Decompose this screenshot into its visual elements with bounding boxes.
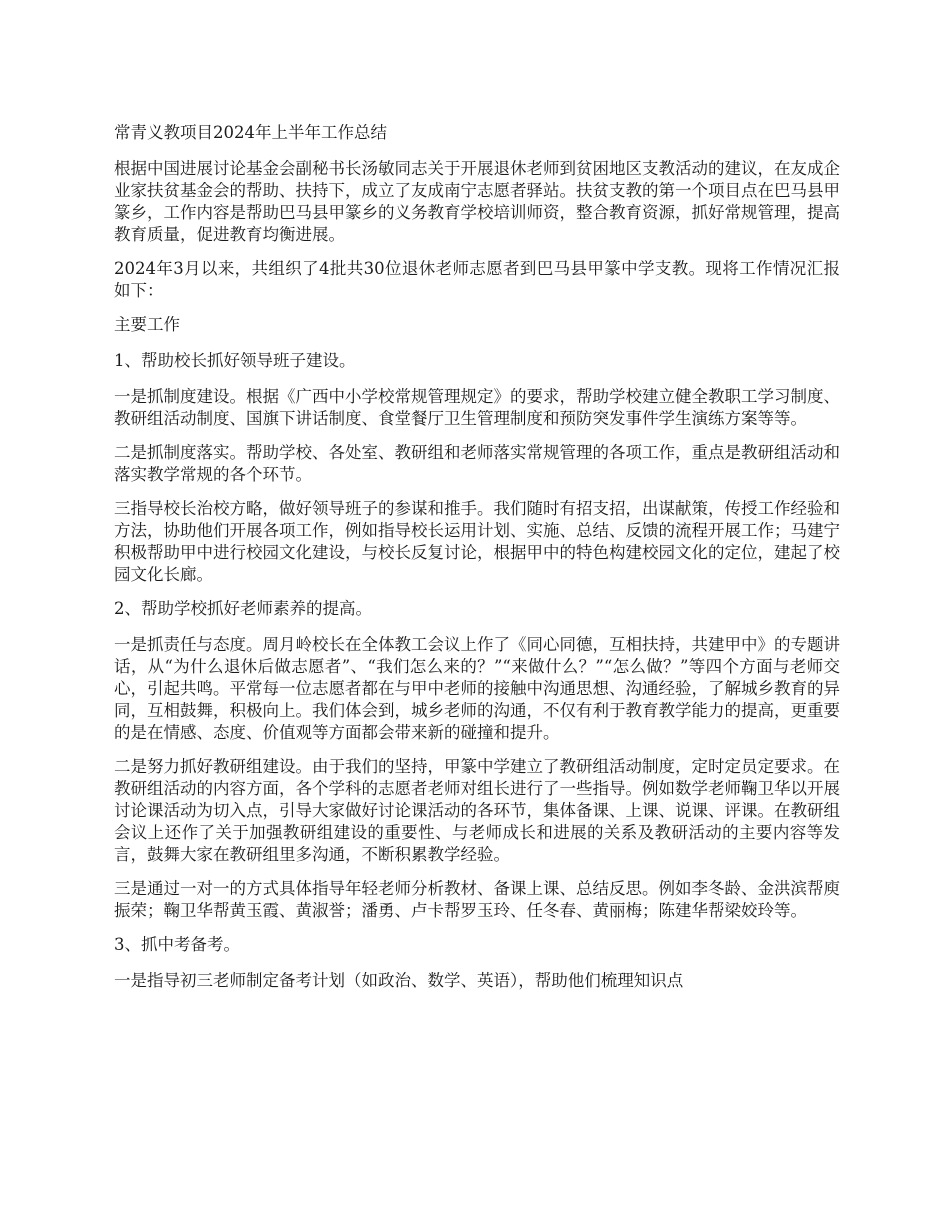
section-heading-2: 2、帮助学校抓好老师素养的提高。 (114, 599, 372, 618)
paragraph-3-1: 一是指导初三老师制定备考计划（如政治、数学、英语），帮助他们梳理知识点 (114, 971, 684, 990)
section-heading-main-work: 主要工作 (114, 315, 180, 334)
document-title: 常青义教项目2024年上半年工作总结 (114, 123, 387, 142)
paragraph-2-3: 三是通过一对一的方式具体指导年轻老师分析教材、备课上课、总结反思。例如李冬龄、金洪滨帮庾振荣；鞠卫华帮黄玉霞、黄淑誉；潘勇、卢卡帮罗玉玲、任冬春、黄丽梅；陈建华帮梁姣玲等。 (114, 879, 840, 920)
document-page (114, 122, 840, 1004)
paragraph-1-1: 一是抓制度建设。根据《广西中小学校常规管理规定》的要求，帮助学校建立健全教职工学习制度、教研组活动制度、国旗下讲话制度、食堂餐厅卫生管理制度和预防突发事件学生演练方案等等。 (114, 387, 840, 428)
paragraph-intro: 根据中国进展讨论基金会副秘书长汤敏同志关于开展退休老师到贫困地区支教活动的建议，在友成企业家扶贫基金会的帮助、扶持下，成立了友成南宁志愿者驿站。扶贫支教的第一个项目点在巴马县甲篆乡，工作内容是帮助巴马县甲篆乡的义务教育学校培训师资，整合教育资源，抓好常规管理，提高教育质量，促进教育均衡进展。 (114, 159, 840, 244)
paragraph-overview: 2024年3月以来，共组织了4批共30位退休老师志愿者到巴马县甲篆中学支教。现将工作情况汇报如下： (114, 259, 840, 300)
paragraph-1-2: 二是抓制度落实。帮助学校、各处室、教研组和老师落实常规管理的各项工作，重点是教研组活动和落实教学常规的各个环节。 (114, 443, 840, 484)
section-heading-1: 1、帮助校长抓好领导班子建设。 (114, 351, 356, 370)
section-heading-3: 3、抓中考备考。 (114, 935, 240, 954)
paragraph-2-1: 一是抓责任与态度。周月岭校长在全体教工会议上作了《同心同德，互相扶持，共建甲中》的专题讲话，从“为什么退休后做志愿者”、“我们怎么来的？”“来做什么？”“怎么做？”等四个方面与老师交心，引起共鸣。平常每一位志愿者都在与甲中老师的接触中沟通思想、沟通经验，了解城乡教育的异同，互相鼓舞，积极向上。我们体会到，城乡老师的沟通，不仅有利于教育教学能力的提高，更重要的是在情感、态度、价值观等方面都会带来新的碰撞和提升。 (114, 635, 840, 742)
paragraph-2-2: 二是努力抓好教研组建设。由于我们的坚持，甲篆中学建立了教研组活动制度，定时定员定要求。在教研组活动的内容方面，各个学科的志愿者老师对组长进行了一些指导。例如数学老师鞠卫华以开展讨论课活动为切入点，引导大家做好讨论课活动的各环节，集体备课、上课、说课、评课。在教研组会议上还作了关于加强教研组建设的重要性、与老师成长和进展的关系及教研活动的主要内容等发言，鼓舞大家在教研组里多沟通，不断积累教学经验。 (114, 757, 840, 864)
paragraph-1-3: 三指导校长治校方略，做好领导班子的参谋和推手。我们随时有招支招，出谋献策，传授工作经验和方法，协助他们开展各项工作，例如指导校长运用计划、实施、总结、反馈的流程开展工作；马建宁积极帮助甲中进行校园文化建设，与校长反复讨论，根据甲中的特色构建校园文化的定位，建起了校园文化长廊。 (114, 499, 840, 584)
